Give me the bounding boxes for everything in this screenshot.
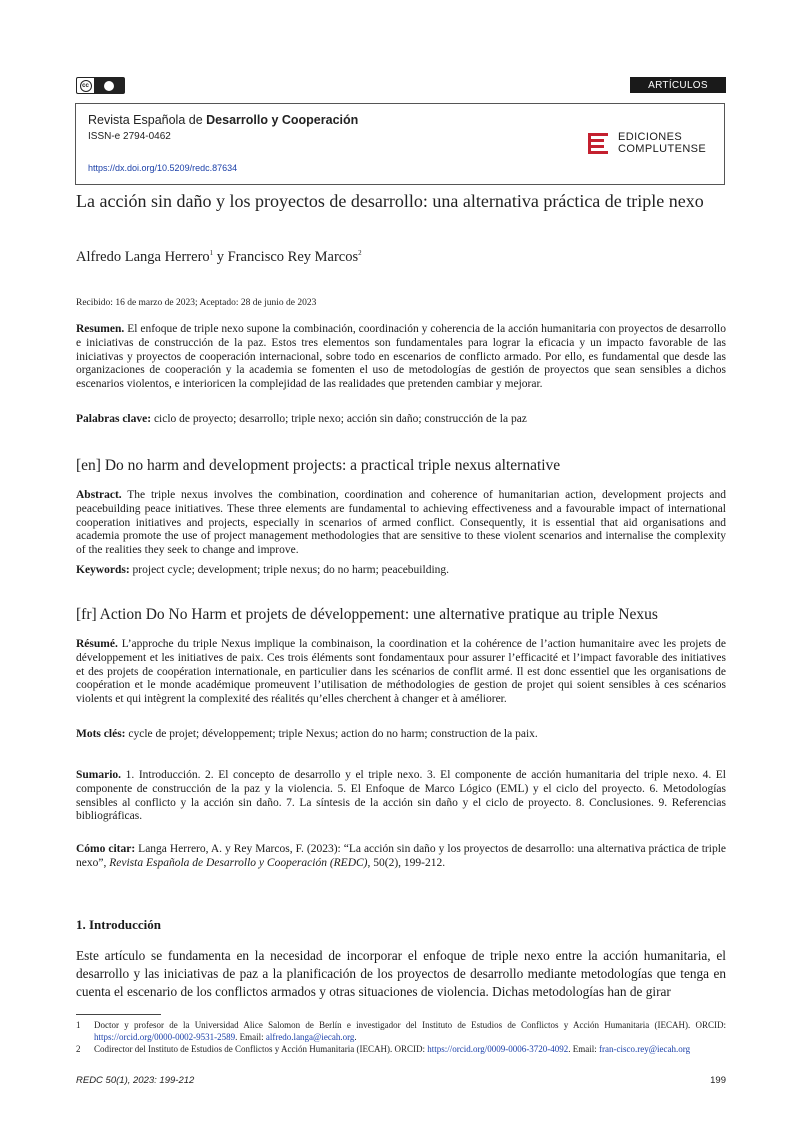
keywords-en-label: Keywords:: [76, 564, 130, 576]
footnote-divider: [76, 1014, 161, 1015]
footnote-1: [76, 1019, 726, 1043]
publisher-logo: [588, 131, 706, 155]
keywords-es-text: ciclo de proyecto; desarrollo; triple nexo; acción sin daño; construcción de la paz: [151, 413, 527, 425]
footnote-ref-1[interactable]: 1: [209, 249, 214, 258]
citation-journal: Revista Española de Desarrollo y Cooperación (REDC): [109, 856, 368, 869]
keywords-en-text: project cycle; development; triple nexus; do no harm; peacebuilding.: [129, 564, 450, 576]
summary-label: Sumario.: [76, 769, 122, 781]
received-dates: Recibido: 16 de marzo de 2023; Aceptado: 28 de junio de 2023: [76, 298, 317, 308]
footnote-text: .: [354, 1032, 357, 1042]
orcid-link[interactable]: https://orcid.org/0009-0006-3720-4092: [427, 1044, 569, 1054]
footnote-ref-2[interactable]: 2: [358, 249, 362, 258]
footnote-number: 2: [76, 1044, 81, 1054]
keywords-fr: [76, 728, 726, 742]
keywords-es: [76, 413, 726, 427]
cc-by-license-badge: [76, 77, 125, 94]
attribution-icon: [104, 81, 114, 91]
footnote-text: . Email:: [568, 1044, 600, 1054]
ediciones-complutense-logo-icon: [588, 133, 608, 154]
abstract-fr-text: L’approche du triple Nexus implique la combinaison, la coordination et la cohérence de l’action humanitaire avec les projets de développement et les initiatives de paix. Ces trois éléments sont fondamentaux pour assurer l’efficacité et l’impact favorable des initiatives et des projets de coopération internationale, en particulier dans les scénarios de conflit armé. Il est donc essentiel que les organisations de coopération et le monde académique promeuvent l’utilisation de méthodologies de gestion de projet qui soient sensibles à ces scénarios violents et qui intègrent la complexité des réalités qu’elles cherchent à changer et à améliorer.: [76, 638, 726, 706]
publisher-line2: COMPLUTENSE: [618, 143, 707, 155]
citation: [76, 843, 726, 871]
orcid-link[interactable]: https://orcid.org/0000-0002-9531-2589: [94, 1032, 236, 1042]
journal-name: [88, 113, 358, 127]
footnote-number: 1: [76, 1020, 81, 1030]
journal-header: [75, 103, 725, 185]
authors: [76, 249, 362, 266]
summary-text: 1. Introducción. 2. El concepto de desarrollo y el triple nexo. 3. El componente de acción humanitaria del triple nexo. 4. El componente de construcción de la paz y la violencia. 5. El Enfoque de Marco Lógico (EML) y el ciclo del proyecto. 6. Metodologías sensibles al conflicto y la acción sin daño. 7. La síntesis de la acción sin daño y el ciclo de proyecto. 8. Conclusiones. 9. Referencias bibliográficas.: [76, 769, 726, 823]
abstract-en-text: The triple nexus involves the combination, coordination and coherence of humanitarian action, development projects and peacebuilding peace initiatives. These three elements are fundamental to achieving effectiveness and a favourable impact of international cooperation initiatives and projects, especially in scenarios of armed conflict. Consequently, it is essential that aid organisations and academia promote the use of project management methodologies that are sensitive to these violent scenarios and internalise the complexity of the realities they seek to change and improve.: [76, 489, 726, 557]
section-heading-introduction: 1. Introducción: [76, 917, 161, 932]
issn: ISSN-e 2794-0462: [88, 131, 171, 142]
publisher-line1: EDICIONES: [618, 131, 683, 143]
footnote-text: Codirector del Instituto de Estudios de Conflictos y Acción Humanitaria (IECAH). ORCID:: [94, 1044, 428, 1054]
keywords-en: [76, 564, 726, 578]
citation-label: Cómo citar:: [76, 843, 136, 855]
journal-name-prefix: Revista Española de: [88, 113, 207, 127]
author-1: Alfredo Langa Herrero: [76, 249, 210, 265]
doi-link[interactable]: https://dx.doi.org/10.5209/redc.87634: [88, 163, 238, 173]
citation-text: Langa Herrero, A. y Rey Marcos, F. (2023): “La acción sin daño y los proyectos de desarrollo: una alternativa práctica de triple nexo”,: [76, 843, 726, 869]
keywords-fr-text: cycle de projet; développement; triple Nexus; action do no harm; construction de la paix.: [125, 728, 538, 740]
author-2: Francisco Rey Marcos: [227, 249, 359, 265]
abstract-es: [76, 323, 726, 392]
page-number: 199: [710, 1075, 726, 1086]
footnote-text: . Email:: [235, 1032, 266, 1042]
email-link[interactable]: alfredo.langa@iecah.org: [265, 1032, 355, 1042]
footnote-2: [76, 1043, 726, 1055]
keywords-es-label: Palabras clave:: [76, 413, 152, 425]
section-tag: ARTÍCULOS: [630, 77, 726, 93]
introduction-text: Este artículo se fundamenta en la necesidad de incorporar el enfoque de triple nexo entre la acción humanitaria, el desarrollo y las iniciativas de paz a la planificación de los proyectos de desarrollo mediante metodologías que tenga en cuenta el escenario de los conflictos armados y otras situaciones de violencia. Dichas metodologías han de girar: [76, 948, 726, 999]
citation-volume: , 50(2), 199-212.: [367, 856, 446, 869]
abstract-es-label: Resumen.: [76, 323, 125, 335]
journal-name-bold: Desarrollo y Cooperación: [206, 113, 359, 127]
abstract-en: [76, 489, 726, 558]
title-fr: [fr] Action Do No Harm et projets de développement: une alternative pratique au triple Nexus: [76, 606, 658, 623]
keywords-fr-label: Mots clés:: [76, 728, 126, 740]
author-connector: y: [213, 249, 228, 265]
abstract-es-text: El enfoque de triple nexo supone la combinación, coordinación y coherencia de la acción humanitaria con proyectos de desarrollo e iniciativas de construcción de la paz. Estos tres elementos son fundamentales para lograr la eficacia y un impacto favorable de las iniciativas y proyectos de cooperación internacional, sobre todo en escenarios de conflicto armado. Por ello, es fundamental que desde las organizaciones de cooperación y la academia se fomenten el uso de metodologías de gestión de proyectos que sean sensibles a dichos escenarios violentos, e interioricen la complejidad de las realidades que pretenden cambiar y mejorar.: [76, 323, 726, 391]
creative-commons-icon: cc: [80, 80, 92, 92]
abstract-fr-label: Résumé.: [76, 638, 118, 650]
summary: [76, 769, 726, 824]
abstract-en-label: Abstract.: [76, 489, 122, 501]
footnote-text: Doctor y profesor de la Universidad Alice Salomon de Berlín e investigador del Instituto de Estudios de Conflictos y Acción Humanitaria (IECAH). ORCID:: [94, 1020, 726, 1030]
article-title: La acción sin daño y los proyectos de desarrollo: una alternativa práctica de triple nexo: [76, 191, 704, 211]
abstract-fr: [76, 638, 726, 707]
running-footer: REDC 50(1), 2023: 199-212: [76, 1075, 195, 1086]
email-link[interactable]: fran-cisco.rey@iecah.org: [599, 1044, 691, 1054]
title-en: [en] Do no harm and development projects: a practical triple nexus alternative: [76, 457, 561, 474]
